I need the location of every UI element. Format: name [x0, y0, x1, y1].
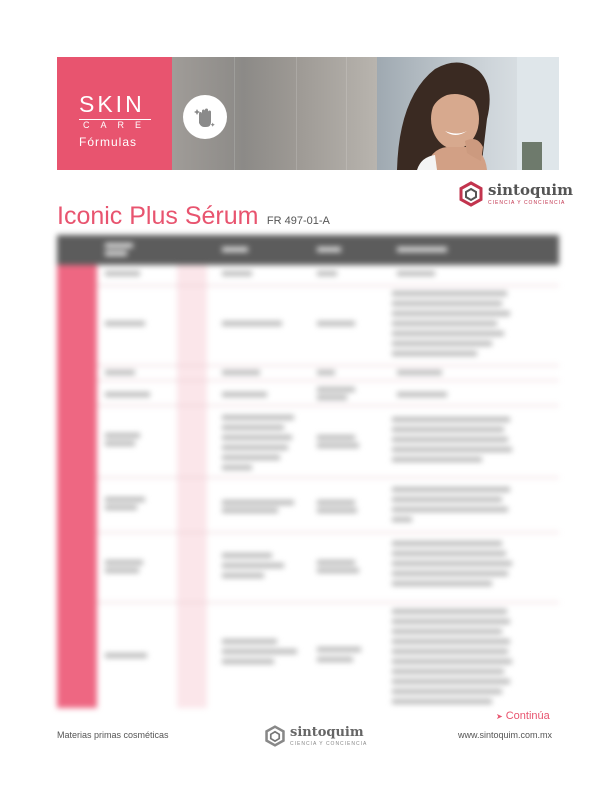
formula-table-blurred	[57, 235, 559, 708]
page-title	[57, 202, 330, 231]
footer-website-link[interactable]: www.sintoquim.com.mx	[458, 730, 553, 740]
texture-panel	[172, 57, 377, 170]
brand-logo	[458, 181, 573, 207]
footer-left-text: Materias primas cosméticas	[57, 730, 169, 740]
skin-label: SKIN	[79, 91, 145, 117]
table-text-lines	[57, 235, 559, 708]
footer-brand-name: sintoquim	[290, 724, 364, 740]
care-label: CARE	[83, 120, 153, 130]
product-name: Iconic Plus Sérum	[57, 202, 259, 230]
formulas-label: Fórmulas	[79, 135, 138, 149]
skin-care-formulas-block	[57, 57, 172, 170]
continued-indicator	[496, 710, 550, 722]
formula-code: FR 497-01-A	[266, 215, 330, 227]
continued-label: Continúa	[505, 710, 550, 722]
brand-name: sintoquim	[488, 180, 573, 199]
header-banner	[57, 57, 559, 170]
smiling-woman-photo	[377, 57, 559, 170]
brand-tagline: CIENCIA Y CONCIENCIA	[488, 199, 566, 206]
footer-brand-logo	[264, 725, 367, 747]
arrow-right-icon: ➤	[496, 712, 503, 721]
hexagon-logo-icon	[264, 725, 286, 747]
hands-sparkle-icon	[183, 95, 227, 139]
hexagon-logo-icon	[458, 181, 484, 207]
footer-brand-tagline: CIENCIA Y CONCIENCIA	[290, 740, 368, 747]
